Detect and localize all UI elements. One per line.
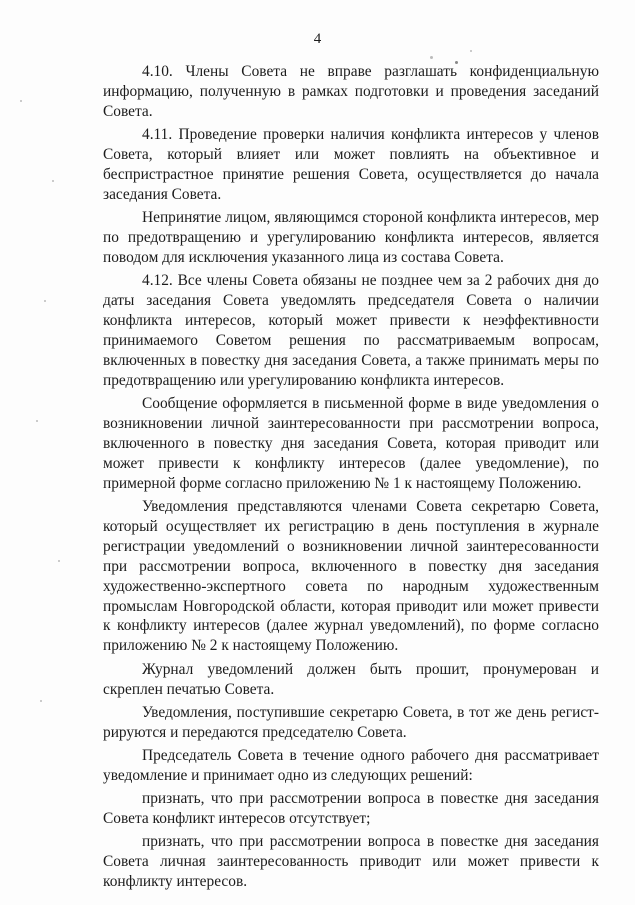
scan-speck	[58, 560, 60, 562]
paragraph-chair-decision: Председатель Совета в течение одного рабочего дня рассматривает уведомление и принимает одно из следующих решений:	[103, 747, 599, 784]
paragraph-notification-registration: Уведомления представляются членами Совета секретарю Совета, который осуществляет их регистрацию в день поступления в журнале регистрации уведомлений о возникновении личной заинтересованности при рассмотрении вопроса, включенного в повестку дня заседания художественно-экспертного совета по народным художественным промыслам Новгородской области, которая приводит или может привести к конфликту интересов (далее журнал уведомлений), по форме согласно приложению № 2 к настоящему Положению.	[103, 497, 599, 655]
paragraph-decision-conflict: признать, что при рассмотрении вопроса в повестке дня заседания Совета личная заинтересованность приводит или может привести к конфликту интересов.	[103, 833, 599, 891]
paragraph-transfer-to-chair: Уведомления, поступившие секретарю Совета, в тот же день регист-рируются и передаются председателю Совета.	[103, 703, 599, 741]
document-body	[103, 62, 599, 896]
paragraph-4-10: 4.10. Члены Совета не вправе разглашать конфиденциальную информацию, полученную в рамках подготовки и проведения заседаний Совета.	[103, 63, 599, 120]
paragraph-conflict-exclusion: Непринятие лицом, являющимся стороной конфликта интересов, мер по предотвращению и урегулированию конфликта интересов, является поводом для исключения указанного лица из состава Совета.	[103, 209, 599, 266]
paragraph-4-11: 4.11. Проведение проверки наличия конфликта интересов у членов Совета, который влияет или может повлиять на объективное и беспристрастное принятие решения Совета, осуществляется до начала заседания Совета.	[103, 126, 599, 203]
paragraph-decision-no-conflict: признать, что при рассмотрении вопроса в повестке дня заседания Совета конфликт интересов отсутствует;	[103, 790, 599, 828]
scan-speck	[20, 100, 22, 102]
scan-speck	[40, 700, 42, 702]
scan-speck	[36, 420, 38, 422]
scan-speck	[52, 180, 54, 182]
paragraph-journal-binding: Журнал уведомлений должен быть прошит, пронумерован и скреплен печатью Совета.	[103, 660, 599, 698]
scan-speck	[470, 50, 472, 52]
scan-speck	[430, 56, 433, 59]
page-number: 4	[313, 31, 322, 47]
scan-speck	[44, 300, 46, 302]
paragraph-notification-form: Сообщение оформляется в письменной форме в виде уведомления о возникновении личной заинтересованности при рассмотрении вопроса, включенного в повестку дня заседания Совета, которая приводит или может привести к конфликту интересов (далее уведомление), по примерной форме согласно приложению № 1 к настоящему Положению.	[103, 395, 599, 492]
paragraph-4-12: 4.12. Все члены Совета обязаны не позднее чем за 2 рабочих дня до даты заседания Совета уведомлять председателя Совета о наличии конфликта интересов, который может привести к неэффективности принимаемого Советом решения по рассматриваемым вопросам, включенных в повестку дня заседания Совета, а также принимать меры по предотвращению или урегулированию конфликта интересов.	[103, 272, 599, 389]
